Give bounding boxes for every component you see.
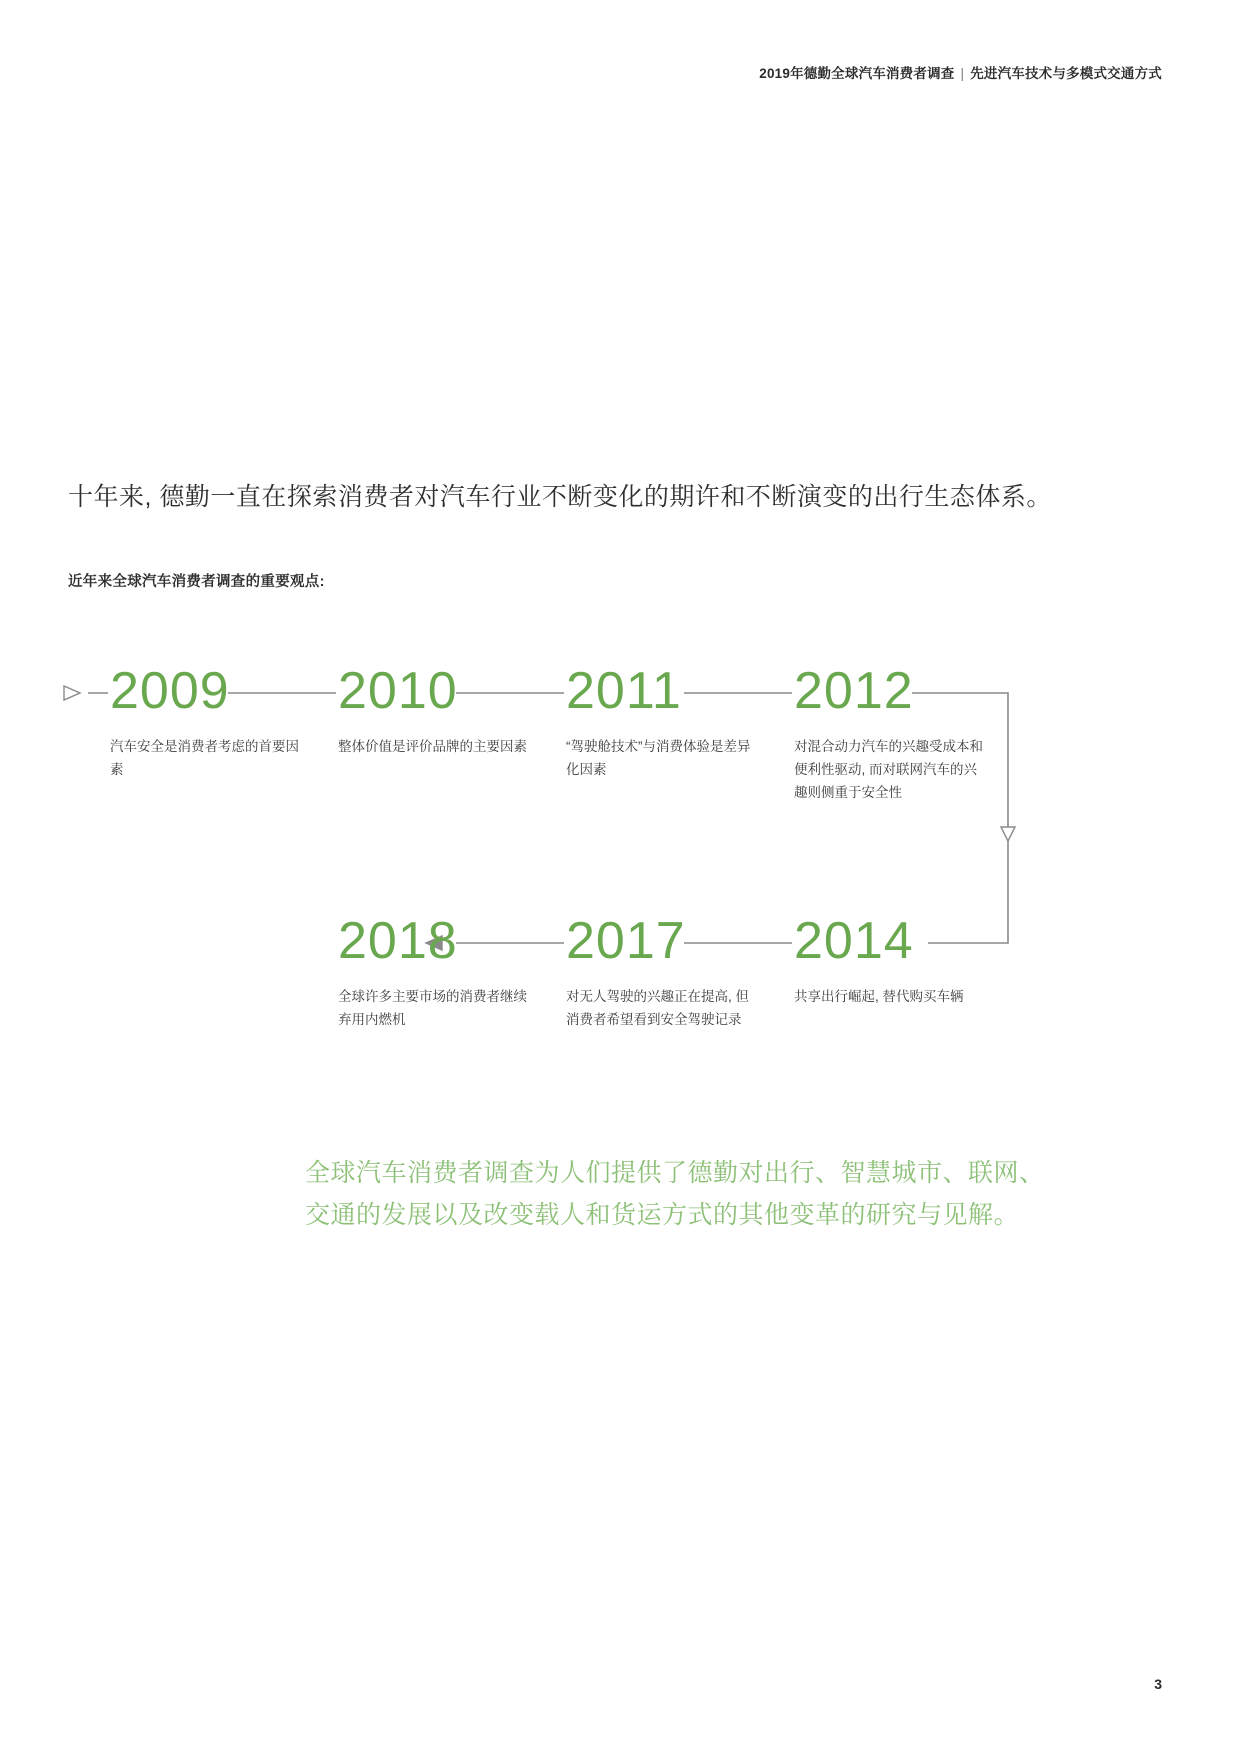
timeline-year-label: 2017: [566, 912, 686, 970]
timeline-item-2010: [338, 663, 548, 758]
timeline-year-label: 2010: [338, 662, 458, 720]
timeline-item-2018: [338, 913, 548, 1031]
timeline-item-2017: [566, 913, 776, 1031]
closing-statement: 全球汽车消费者调查为人们提供了德勤对出行、智慧城市、联网、交通的发展以及改变载人和货运方式的其他变革的研究与见解。: [305, 1159, 1045, 1229]
timeline-year-description: 共享出行崛起, 替代购买车辆: [794, 989, 964, 1004]
header-divider: |: [960, 66, 965, 81]
timeline-year-description: “驾驶舱技术”与消费体验是差异化因素: [566, 739, 751, 777]
timeline-year-description: 整体价值是评价品牌的主要因素: [338, 739, 527, 754]
page-number: 3: [1154, 1676, 1162, 1692]
timeline-year-label: 2009: [110, 662, 230, 720]
header-title: 2019年德勤全球汽车消费者调查: [759, 66, 955, 81]
timeline-graphic: [0, 645, 1240, 1095]
page-header: [759, 62, 1162, 82]
timeline-year-description: 汽车安全是消费者考虑的首要因素: [110, 739, 299, 777]
timeline-start-arrow-icon: [64, 686, 80, 700]
timeline-year-description: 对无人驾驶的兴趣正在提高, 但消费者希望看到安全驾驶记录: [566, 989, 750, 1027]
timeline-year-label: 2011: [566, 662, 682, 720]
lead-paragraph: 十年来, 德勤一直在探索消费者对汽车行业不断变化的期许和不断演变的出行生态体系。: [68, 483, 1052, 511]
timeline-item-2012: [794, 663, 1004, 804]
timeline-item-2011: [566, 663, 776, 781]
timeline-year-label: 2014: [794, 912, 914, 970]
header-subtitle: 先进汽车技术与多模式交通方式: [970, 66, 1162, 81]
timeline-year-label: 2018: [338, 912, 458, 970]
timeline-down-arrow-icon: [1001, 827, 1015, 841]
timeline-item-2014: [794, 913, 1004, 1008]
timeline-year-description: 全球许多主要市场的消费者继续弃用内燃机: [338, 989, 527, 1027]
timeline-item-2009: [110, 663, 320, 781]
section-subheading: 近年来全球汽车消费者调查的重要观点:: [68, 574, 325, 590]
timeline-year-description: 对混合动力汽车的兴趣受成本和便利性驱动, 而对联网汽车的兴趣则侧重于安全性: [794, 739, 983, 800]
timeline-year-label: 2012: [794, 662, 914, 720]
